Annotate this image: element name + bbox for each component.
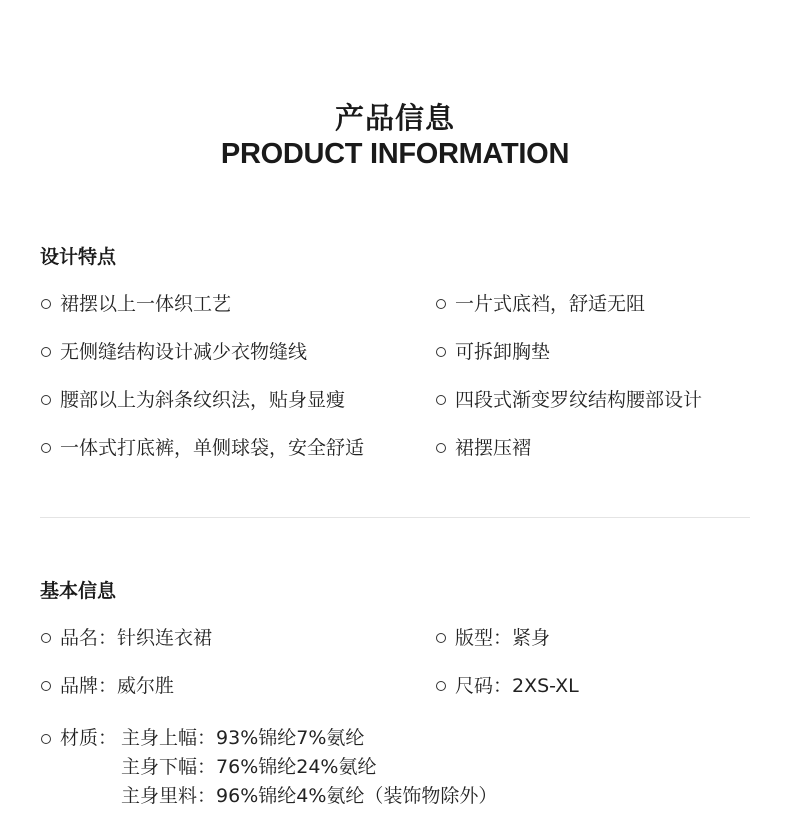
bullet-icon: [436, 443, 446, 453]
feature-item: [41, 293, 231, 315]
feature-text: 一体式打底裤，单侧球袋，安全舒适: [60, 437, 365, 459]
feature-item: [41, 341, 307, 363]
feature-item: [41, 389, 345, 411]
material-line: 主身里料：96%锦纶4%氨纶（装饰物除外）: [121, 785, 498, 807]
feature-text: 一片式底裆，舒适无阻: [455, 293, 646, 315]
bullet-icon: [41, 395, 51, 405]
page-title-en: PRODUCT INFORMATION: [220, 138, 570, 170]
bullet-icon: [436, 681, 446, 691]
section-heading-design: 设计特点: [40, 246, 117, 268]
bullet-icon: [41, 633, 51, 643]
info-text: 品牌：威尔胜: [60, 675, 175, 697]
info-item: [436, 627, 550, 649]
info-text: 版型：紧身: [455, 627, 551, 649]
section-heading-basic: 基本信息: [40, 580, 117, 602]
bullet-icon: [41, 443, 51, 453]
bullet-icon: [41, 681, 51, 691]
bullet-icon: [41, 734, 51, 744]
bullet-icon: [436, 395, 446, 405]
bullet-icon: [41, 299, 51, 309]
info-text: 品名：针织连衣裙: [60, 627, 213, 649]
info-text: 尺码：2XS-XL: [455, 675, 579, 697]
material-lines: [121, 724, 497, 811]
feature-text: 裙摆以上一体织工艺: [60, 293, 232, 315]
feature-text: 腰部以上为斜条纹织法，贴身显瘦: [60, 389, 346, 411]
page-title-cn: 产品信息: [334, 101, 455, 135]
feature-item: [436, 341, 550, 363]
feature-text: 裙摆压褶: [455, 437, 532, 459]
feature-text: 可拆卸胸垫: [455, 341, 551, 363]
bullet-icon: [436, 633, 446, 643]
feature-text: 无侧缝结构设计减少衣物缝线: [60, 341, 308, 363]
feature-item: [41, 437, 364, 459]
info-item: [436, 675, 579, 697]
info-item: [41, 675, 174, 697]
feature-item: [436, 293, 645, 315]
material-label: 材质：: [60, 727, 118, 749]
bullet-icon: [436, 347, 446, 357]
bullet-icon: [436, 299, 446, 309]
feature-text: 四段式渐变罗纹结构腰部设计: [455, 389, 703, 411]
feature-item: [436, 437, 531, 459]
feature-item: [436, 389, 702, 411]
info-item: [41, 627, 212, 649]
bullet-icon: [41, 347, 51, 357]
material-line: 主身下幅：76%锦纶24%氨纶: [121, 756, 377, 778]
section-divider: [40, 517, 750, 518]
material-line: 主身上幅：93%锦纶7%氨纶: [121, 727, 365, 749]
material-item: [41, 724, 497, 811]
